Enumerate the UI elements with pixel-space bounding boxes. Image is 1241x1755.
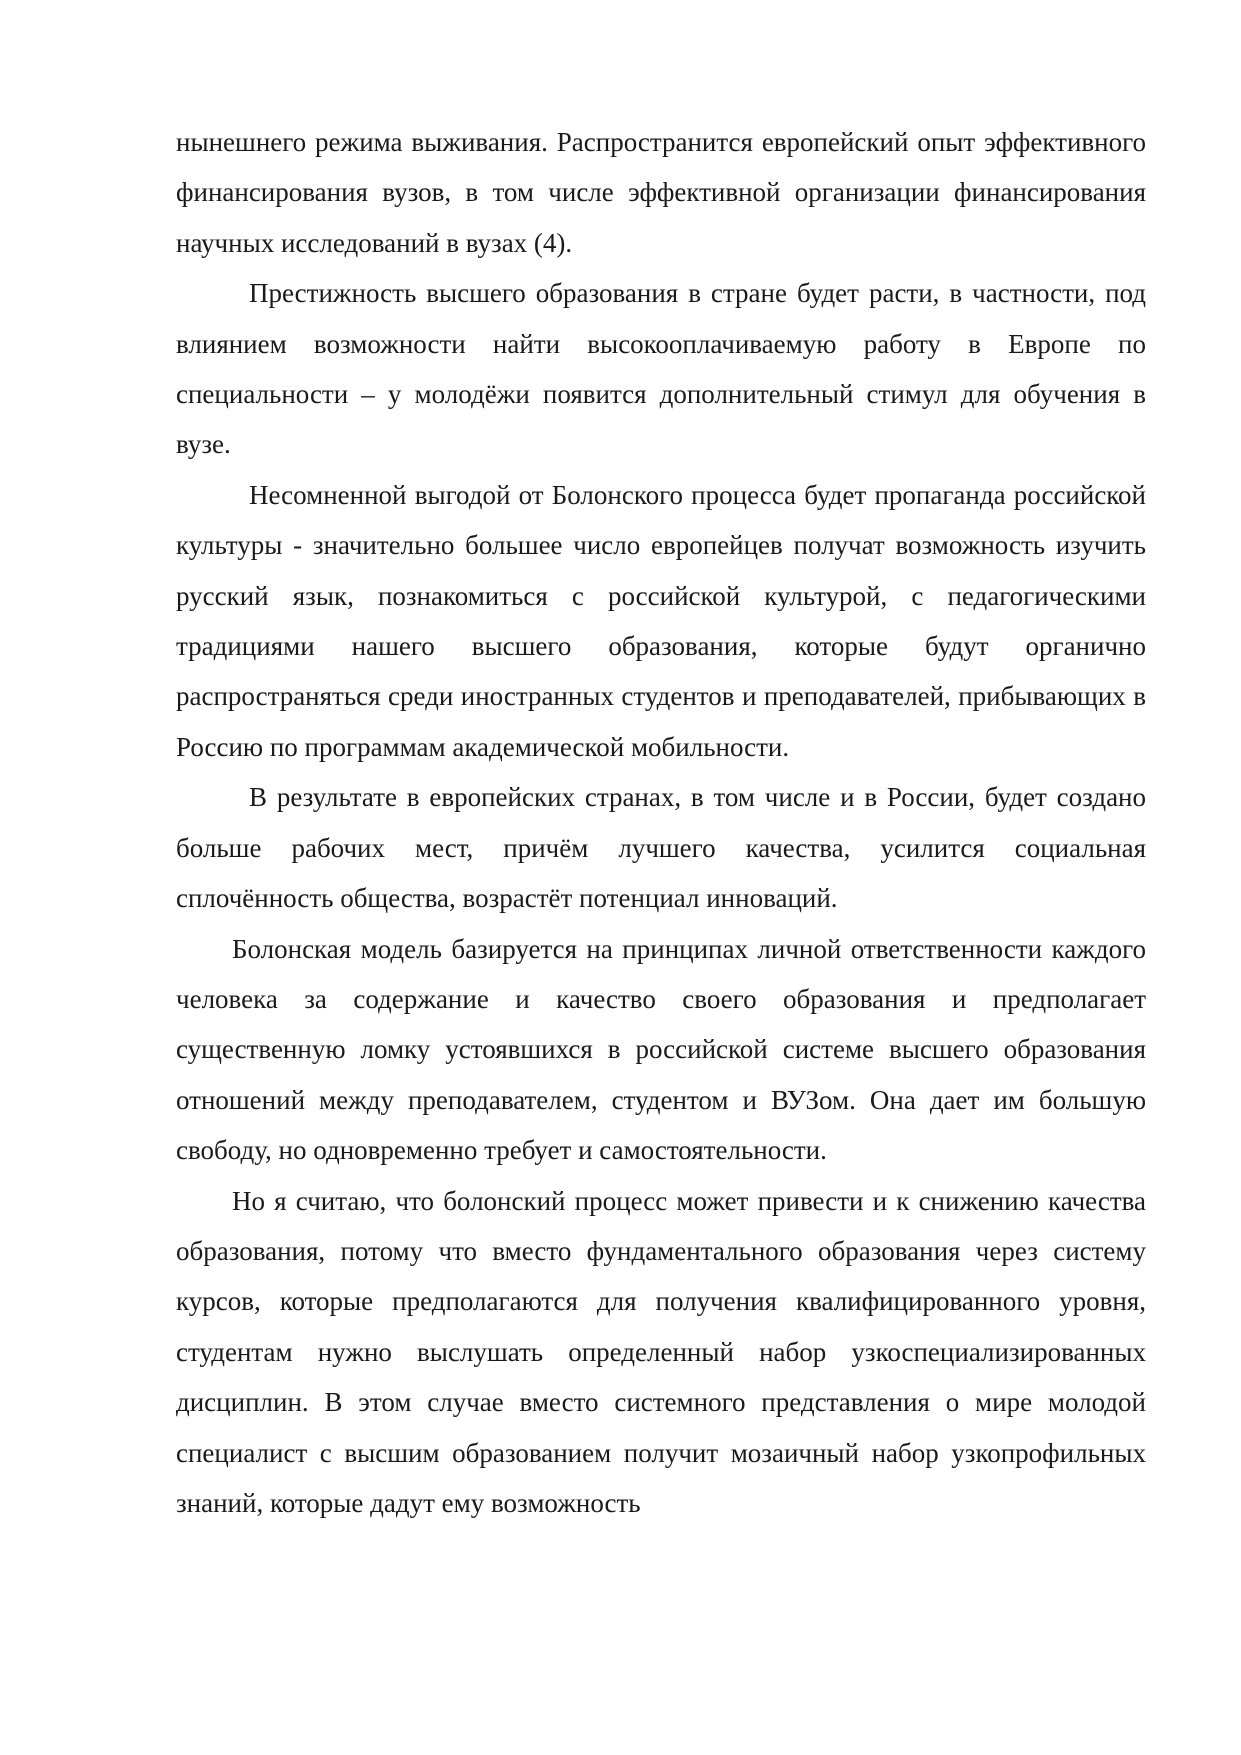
paragraph-culture: Несомненной выгодой от Болонского процесса будет пропаганда российской культуры - значительно большее число европейцев получат возможность изучить русский язык, познакомиться с российской культурой, с педагогическими традициями нашего высшего образования, которые будут органично распространяться среди иностранных студентов и преподавателей, прибывающих в Россию по программам академической мобильности. — [176, 479, 1146, 762]
paragraph-opinion: Но я считаю, что болонский процесс может привести и к снижению качества образования, потому что вместо фундаментального образования через систему курсов, которые предполагаются для получения квалифицированного уровня, студентам нужно выслушать определенный набор узкоспециализированных дисциплин. В этом случае вместо системного представления о мире молодой специалист с высшим образованием получит мозаичный набор узкопрофильных знаний, которые дадут ему возможность — [176, 1185, 1146, 1518]
paragraph-funding: нынешнего режима выживания. Распространится европейский опыт эффективного финансирования вузов, в том числе эффективной организации финансирования научных исследований в вузах (4). — [176, 127, 1146, 258]
body-text — [176, 117, 1146, 1528]
paragraph-bologna-model: Болонская модель базируется на принципах личной ответственности каждого человека за содержание и качество своего образования и предполагает существенную ломку устоявшихся в российской системе высшего образования отношений между преподавателем, студентом и ВУЗом. Она дает им большую свободу, но одновременно требует и самостоятельности. — [176, 933, 1146, 1166]
paragraph-result: В результате в европейских странах, в том числе и в России, будет создано больше рабочих мест, причём лучшего качества, усилится социальная сплочённость общества, возрастёт потенциал инноваций. — [176, 782, 1146, 914]
paragraph-prestige: Престижность высшего образования в стране будет расти, в частности, под влиянием возможности найти высокооплачиваемую работу в Европе по специальности – у молодёжи появится дополнительный стимул для обучения в вузе. — [176, 278, 1146, 460]
